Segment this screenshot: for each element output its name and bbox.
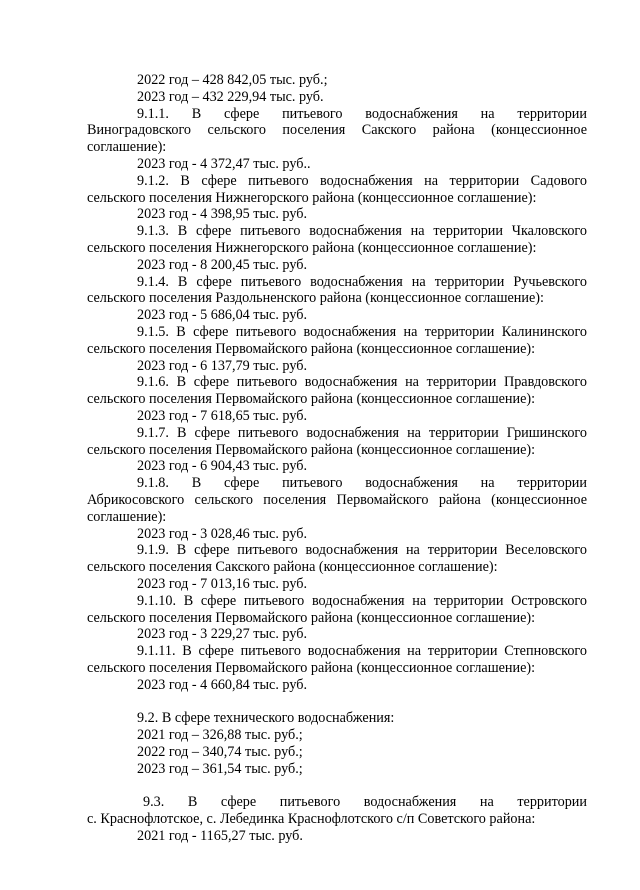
amount-line: 2023 год - 8 200,45 тыс. руб. [137, 256, 308, 273]
clause-text: Абрикосовского сельского поселения Первомайского района (концессионное [87, 491, 587, 508]
clause-text: с. Краснофлотское, с. Лебединка Краснофлотского с/п Советского района: [87, 811, 536, 828]
amount-line: 2023 год - 7 013,16 тыс. руб. [137, 575, 308, 592]
amount-line: 2023 год – 432 229,94 тыс. руб. [137, 88, 324, 105]
clause-text: соглашение): [87, 508, 167, 525]
amount-line: 2023 год - 3 229,27 тыс. руб. [137, 626, 308, 643]
clause-text: Виноградовского сельского поселения Сакского района (концессионное [87, 122, 587, 139]
amount-line: 2023 год - 3 028,46 тыс. руб. [137, 525, 308, 542]
clause-heading-9-3: 9.3. В сфере питьевого водоснабжения на территории [143, 794, 587, 811]
spacer [87, 777, 587, 794]
clause-heading-9-1-5: 9.1.5. В сфере питьевого водоснабжения на территории Калининского [137, 323, 587, 340]
clause-heading-9-1-4: 9.1.4. В сфере питьевого водоснабжения на территории Ручьевского [137, 273, 587, 290]
clause-text: сельского поселения Первомайского района (концессионное соглашение): [87, 609, 536, 626]
clause-heading-9-1-9: 9.1.9. В сфере питьевого водоснабжения на территории Веселовского [137, 542, 587, 559]
amount-line: 2023 год - 7 618,65 тыс. руб. [137, 407, 308, 424]
amount-line: 2021 год – 326,88 тыс. руб.; [137, 727, 303, 744]
clause-text: сельского поселения Первомайского района (концессионное соглашение): [87, 340, 536, 357]
clause-text: соглашение): [87, 139, 167, 156]
amount-line: 2023 год - 4 372,47 тыс. руб.. [137, 155, 311, 172]
clause-heading-9-1-3: 9.1.3. В сфере питьевого водоснабжения на территории Чкаловского [137, 223, 587, 240]
amount-line: 2023 год - 4 398,95 тыс. руб. [137, 206, 308, 223]
clause-heading-9-1-8: 9.1.8. В сфере питьевого водоснабжения на территории [137, 475, 587, 492]
amount-line: 2023 год - 5 686,04 тыс. руб. [137, 307, 308, 324]
amount-line: 2022 год – 340,74 тыс. руб.; [137, 743, 303, 760]
amount-line: 2021 год - 1165,27 тыс. руб. [137, 827, 303, 844]
clause-text: сельского поселения Раздольненского района (концессионное соглашение): [87, 290, 544, 307]
clause-text: сельского поселения Первомайского района (концессионное соглашение): [87, 441, 536, 458]
clause-heading-9-1-6: 9.1.6. В сфере питьевого водоснабжения на территории Правдовского [137, 374, 587, 391]
amount-line: 2022 год – 428 842,05 тыс. руб.; [137, 72, 328, 88]
clause-text: сельского поселения Нижнегорского района (концессионное соглашение): [87, 239, 537, 256]
clause-text: сельского поселения Первомайского района (концессионное соглашение): [87, 659, 536, 676]
document-page [87, 72, 587, 845]
clause-heading-9-1-11: 9.1.11. В сфере питьевого водоснабжения на территории Степновского [137, 643, 587, 660]
amount-line: 2023 год - 6 137,79 тыс. руб. [137, 357, 308, 374]
clause-heading-9-1-1: 9.1.1. В сфере питьевого водоснабжения на территории [137, 105, 587, 122]
clause-heading-9-1-2: 9.1.2. В сфере питьевого водоснабжения на территории Садового [137, 172, 587, 189]
spacer [87, 693, 587, 710]
clause-text: сельского поселения Первомайского района (концессионное соглашение): [87, 391, 536, 408]
clause-heading-9-1-7: 9.1.7. В сфере питьевого водоснабжения на территории Гришинского [137, 424, 587, 441]
clause-text: сельского поселения Нижнегорского района (концессионное соглашение): [87, 189, 537, 206]
amount-line: 2023 год – 361,54 тыс. руб.; [137, 760, 303, 777]
amount-line: 2023 год - 4 660,84 тыс. руб. [137, 676, 308, 693]
amount-line: 2023 год - 6 904,43 тыс. руб. [137, 458, 308, 475]
clause-heading-9-2: 9.2. В сфере технического водоснабжения: [137, 710, 395, 727]
clause-text: сельского поселения Сакского района (концессионное соглашение): [87, 559, 498, 576]
clause-heading-9-1-10: 9.1.10. В сфере питьевого водоснабжения на территории Островского [137, 592, 587, 609]
